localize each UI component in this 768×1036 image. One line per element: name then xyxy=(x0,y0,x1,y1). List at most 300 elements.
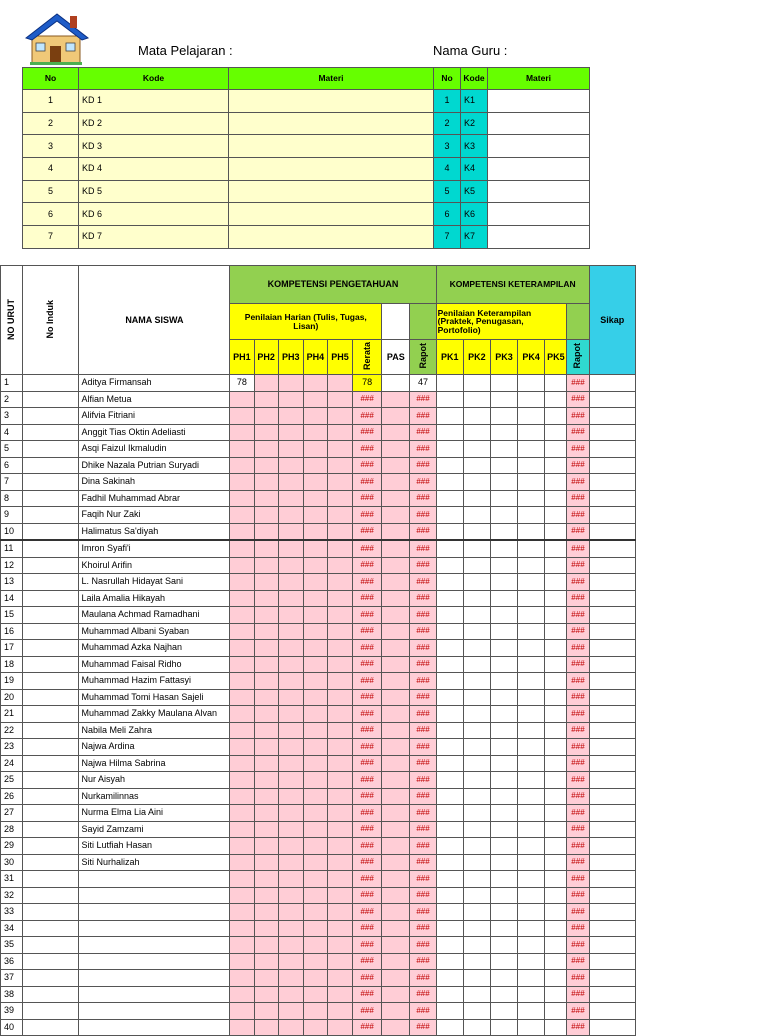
student-pk5[interactable] xyxy=(545,1019,567,1036)
student-ph4[interactable] xyxy=(303,871,327,888)
student-ph4[interactable] xyxy=(303,854,327,871)
student-pk2[interactable] xyxy=(463,1003,490,1020)
student-pas[interactable] xyxy=(382,424,410,441)
student-ph1[interactable] xyxy=(230,441,254,458)
student-pk4[interactable] xyxy=(518,871,545,888)
student-pk1[interactable] xyxy=(436,755,463,772)
student-ph2[interactable] xyxy=(254,623,278,640)
student-ph5[interactable] xyxy=(327,871,352,888)
student-pas[interactable] xyxy=(382,507,410,524)
student-pk2[interactable] xyxy=(463,640,490,657)
student-ph3[interactable] xyxy=(278,474,303,491)
student-ph4[interactable] xyxy=(303,656,327,673)
student-pk3[interactable] xyxy=(490,904,517,921)
student-pk4[interactable] xyxy=(518,887,545,904)
student-pk3[interactable] xyxy=(490,557,517,574)
student-name[interactable]: Nabila Meli Zahra xyxy=(79,722,230,739)
student-pk4[interactable] xyxy=(518,375,545,392)
student-pk2[interactable] xyxy=(463,540,490,557)
student-name[interactable]: Najwa Hilma Sabrina xyxy=(79,755,230,772)
student-pk5[interactable] xyxy=(545,854,567,871)
student-ph3[interactable] xyxy=(278,937,303,954)
student-pk4[interactable] xyxy=(518,970,545,987)
student-pk1[interactable] xyxy=(436,490,463,507)
student-ph1[interactable] xyxy=(230,986,254,1003)
student-sikap[interactable] xyxy=(589,673,635,690)
student-pk3[interactable] xyxy=(490,706,517,723)
student-no-induk[interactable] xyxy=(23,457,79,474)
student-pk3[interactable] xyxy=(490,574,517,591)
student-pk5[interactable] xyxy=(545,457,567,474)
student-pk2[interactable] xyxy=(463,523,490,540)
student-sikap[interactable] xyxy=(589,854,635,871)
student-pk2[interactable] xyxy=(463,920,490,937)
k-materi[interactable] xyxy=(488,90,590,113)
student-no-induk[interactable] xyxy=(23,706,79,723)
student-pk1[interactable] xyxy=(436,408,463,425)
student-pas[interactable] xyxy=(382,607,410,624)
student-ph5[interactable] xyxy=(327,590,352,607)
student-pk5[interactable] xyxy=(545,953,567,970)
student-pk5[interactable] xyxy=(545,590,567,607)
student-ph4[interactable] xyxy=(303,788,327,805)
student-pk5[interactable] xyxy=(545,523,567,540)
student-pk4[interactable] xyxy=(518,689,545,706)
student-ph4[interactable] xyxy=(303,623,327,640)
student-ph4[interactable] xyxy=(303,474,327,491)
student-pk3[interactable] xyxy=(490,739,517,756)
student-pk1[interactable] xyxy=(436,1003,463,1020)
student-pk5[interactable] xyxy=(545,640,567,657)
student-pk5[interactable] xyxy=(545,375,567,392)
student-pk4[interactable] xyxy=(518,722,545,739)
student-ph2[interactable] xyxy=(254,391,278,408)
student-name[interactable]: Faqih Nur Zaki xyxy=(79,507,230,524)
student-pk3[interactable] xyxy=(490,523,517,540)
student-ph5[interactable] xyxy=(327,739,352,756)
student-pk1[interactable] xyxy=(436,507,463,524)
student-pk3[interactable] xyxy=(490,887,517,904)
student-pk4[interactable] xyxy=(518,838,545,855)
student-sikap[interactable] xyxy=(589,706,635,723)
student-name[interactable] xyxy=(79,986,230,1003)
student-ph1[interactable] xyxy=(230,788,254,805)
student-no-induk[interactable] xyxy=(23,673,79,690)
student-pk2[interactable] xyxy=(463,871,490,888)
student-pk1[interactable] xyxy=(436,838,463,855)
student-ph1[interactable] xyxy=(230,821,254,838)
student-pk1[interactable] xyxy=(436,574,463,591)
student-sikap[interactable] xyxy=(589,788,635,805)
student-ph2[interactable] xyxy=(254,854,278,871)
student-ph5[interactable] xyxy=(327,408,352,425)
student-ph3[interactable] xyxy=(278,920,303,937)
k-materi[interactable] xyxy=(488,226,590,249)
student-pk5[interactable] xyxy=(545,656,567,673)
student-sikap[interactable] xyxy=(589,838,635,855)
student-pk5[interactable] xyxy=(545,607,567,624)
student-pk1[interactable] xyxy=(436,523,463,540)
student-pk3[interactable] xyxy=(490,986,517,1003)
student-pk1[interactable] xyxy=(436,391,463,408)
student-ph5[interactable] xyxy=(327,920,352,937)
student-ph1[interactable] xyxy=(230,457,254,474)
student-no-induk[interactable] xyxy=(23,805,79,822)
student-pk5[interactable] xyxy=(545,904,567,921)
student-no-induk[interactable] xyxy=(23,871,79,888)
student-pk1[interactable] xyxy=(436,590,463,607)
student-ph2[interactable] xyxy=(254,755,278,772)
student-ph5[interactable] xyxy=(327,673,352,690)
student-sikap[interactable] xyxy=(589,391,635,408)
student-ph5[interactable] xyxy=(327,854,352,871)
student-no-induk[interactable] xyxy=(23,408,79,425)
student-ph4[interactable] xyxy=(303,673,327,690)
student-pk2[interactable] xyxy=(463,391,490,408)
student-pk2[interactable] xyxy=(463,706,490,723)
student-pk4[interactable] xyxy=(518,590,545,607)
student-pk3[interactable] xyxy=(490,490,517,507)
student-name[interactable]: Imron Syafi'i xyxy=(79,540,230,557)
student-ph4[interactable] xyxy=(303,722,327,739)
student-ph4[interactable] xyxy=(303,904,327,921)
student-pk5[interactable] xyxy=(545,937,567,954)
student-pk2[interactable] xyxy=(463,689,490,706)
student-ph2[interactable] xyxy=(254,673,278,690)
student-ph5[interactable] xyxy=(327,904,352,921)
student-pk2[interactable] xyxy=(463,838,490,855)
k-materi[interactable] xyxy=(488,135,590,158)
student-ph3[interactable] xyxy=(278,871,303,888)
student-sikap[interactable] xyxy=(589,986,635,1003)
student-no-induk[interactable] xyxy=(23,854,79,871)
student-ph3[interactable] xyxy=(278,640,303,657)
student-name[interactable]: Muhammad Faisal Ridho xyxy=(79,656,230,673)
student-ph5[interactable] xyxy=(327,474,352,491)
student-ph4[interactable] xyxy=(303,457,327,474)
student-ph2[interactable] xyxy=(254,375,278,392)
student-no-induk[interactable] xyxy=(23,937,79,954)
student-ph1[interactable] xyxy=(230,623,254,640)
student-pk1[interactable] xyxy=(436,1019,463,1036)
student-sikap[interactable] xyxy=(589,441,635,458)
student-pk2[interactable] xyxy=(463,656,490,673)
student-ph5[interactable] xyxy=(327,540,352,557)
student-pas[interactable] xyxy=(382,574,410,591)
student-pas[interactable] xyxy=(382,854,410,871)
student-ph2[interactable] xyxy=(254,920,278,937)
student-pas[interactable] xyxy=(382,623,410,640)
student-pk1[interactable] xyxy=(436,673,463,690)
student-sikap[interactable] xyxy=(589,920,635,937)
student-no-induk[interactable] xyxy=(23,656,79,673)
student-name[interactable] xyxy=(79,1003,230,1020)
student-ph2[interactable] xyxy=(254,490,278,507)
student-pk4[interactable] xyxy=(518,755,545,772)
student-ph5[interactable] xyxy=(327,490,352,507)
student-ph3[interactable] xyxy=(278,507,303,524)
student-pas[interactable] xyxy=(382,1003,410,1020)
student-pk4[interactable] xyxy=(518,920,545,937)
student-name[interactable]: Muhammad Albani Syaban xyxy=(79,623,230,640)
student-pk3[interactable] xyxy=(490,375,517,392)
student-pas[interactable] xyxy=(382,772,410,789)
student-ph5[interactable] xyxy=(327,772,352,789)
student-ph3[interactable] xyxy=(278,772,303,789)
student-ph3[interactable] xyxy=(278,424,303,441)
student-pk3[interactable] xyxy=(490,788,517,805)
student-pk4[interactable] xyxy=(518,772,545,789)
student-sikap[interactable] xyxy=(589,490,635,507)
student-ph5[interactable] xyxy=(327,523,352,540)
student-pk2[interactable] xyxy=(463,904,490,921)
student-pas[interactable] xyxy=(382,970,410,987)
student-sikap[interactable] xyxy=(589,805,635,822)
student-ph5[interactable] xyxy=(327,953,352,970)
student-name[interactable]: Nurkamilinnas xyxy=(79,788,230,805)
student-pk1[interactable] xyxy=(436,424,463,441)
student-sikap[interactable] xyxy=(589,871,635,888)
student-no-induk[interactable] xyxy=(23,920,79,937)
student-pk5[interactable] xyxy=(545,490,567,507)
student-ph5[interactable] xyxy=(327,557,352,574)
student-ph3[interactable] xyxy=(278,607,303,624)
student-ph2[interactable] xyxy=(254,722,278,739)
student-ph1[interactable] xyxy=(230,540,254,557)
student-ph5[interactable] xyxy=(327,755,352,772)
student-sikap[interactable] xyxy=(589,887,635,904)
student-no-induk[interactable] xyxy=(23,689,79,706)
student-no-induk[interactable] xyxy=(23,986,79,1003)
student-pk2[interactable] xyxy=(463,970,490,987)
student-ph5[interactable] xyxy=(327,706,352,723)
student-name[interactable]: Asqi Faizul Ikmaludin xyxy=(79,441,230,458)
student-pk5[interactable] xyxy=(545,574,567,591)
student-no-induk[interactable] xyxy=(23,904,79,921)
student-pk1[interactable] xyxy=(436,805,463,822)
student-ph4[interactable] xyxy=(303,424,327,441)
student-ph1[interactable] xyxy=(230,871,254,888)
student-pas[interactable] xyxy=(382,986,410,1003)
student-pk1[interactable] xyxy=(436,457,463,474)
student-ph3[interactable] xyxy=(278,887,303,904)
student-pk3[interactable] xyxy=(490,408,517,425)
student-pk3[interactable] xyxy=(490,1003,517,1020)
student-pk3[interactable] xyxy=(490,457,517,474)
student-ph4[interactable] xyxy=(303,574,327,591)
student-ph2[interactable] xyxy=(254,1019,278,1036)
student-ph1[interactable] xyxy=(230,1003,254,1020)
student-ph5[interactable] xyxy=(327,424,352,441)
student-pas[interactable] xyxy=(382,689,410,706)
student-pk4[interactable] xyxy=(518,607,545,624)
student-ph4[interactable] xyxy=(303,1019,327,1036)
student-ph2[interactable] xyxy=(254,1003,278,1020)
student-ph5[interactable] xyxy=(327,970,352,987)
student-pas[interactable] xyxy=(382,391,410,408)
student-pk1[interactable] xyxy=(436,640,463,657)
student-name[interactable]: Muhammad Hazim Fattasyi xyxy=(79,673,230,690)
student-pk4[interactable] xyxy=(518,706,545,723)
student-ph1[interactable] xyxy=(230,1019,254,1036)
student-pk4[interactable] xyxy=(518,788,545,805)
student-ph3[interactable] xyxy=(278,788,303,805)
student-ph1[interactable] xyxy=(230,970,254,987)
student-pk5[interactable] xyxy=(545,838,567,855)
student-no-induk[interactable] xyxy=(23,1019,79,1036)
student-sikap[interactable] xyxy=(589,523,635,540)
student-pk3[interactable] xyxy=(490,540,517,557)
student-name[interactable]: Siti Nurhalizah xyxy=(79,854,230,871)
student-no-induk[interactable] xyxy=(23,490,79,507)
student-pk5[interactable] xyxy=(545,821,567,838)
student-ph2[interactable] xyxy=(254,937,278,954)
student-ph1[interactable] xyxy=(230,424,254,441)
student-pk3[interactable] xyxy=(490,755,517,772)
student-pk5[interactable] xyxy=(545,623,567,640)
student-name[interactable]: Sayid Zamzami xyxy=(79,821,230,838)
student-ph1[interactable] xyxy=(230,607,254,624)
student-name[interactable]: Anggit Tias Oktin Adeliasti xyxy=(79,424,230,441)
student-ph3[interactable] xyxy=(278,540,303,557)
student-pas[interactable] xyxy=(382,755,410,772)
student-pk5[interactable] xyxy=(545,739,567,756)
student-pk3[interactable] xyxy=(490,507,517,524)
student-ph1[interactable] xyxy=(230,722,254,739)
student-sikap[interactable] xyxy=(589,772,635,789)
student-pas[interactable] xyxy=(382,953,410,970)
student-name[interactable]: Laila Amalia Hikayah xyxy=(79,590,230,607)
student-ph3[interactable] xyxy=(278,1019,303,1036)
student-ph1[interactable] xyxy=(230,474,254,491)
kd-materi[interactable] xyxy=(229,180,434,203)
student-pas[interactable] xyxy=(382,838,410,855)
student-no-induk[interactable] xyxy=(23,953,79,970)
student-pas[interactable] xyxy=(382,640,410,657)
student-pk1[interactable] xyxy=(436,871,463,888)
student-no-induk[interactable] xyxy=(23,887,79,904)
student-pk2[interactable] xyxy=(463,854,490,871)
student-name[interactable]: Khoirul Arifin xyxy=(79,557,230,574)
student-pas[interactable] xyxy=(382,788,410,805)
student-pk2[interactable] xyxy=(463,739,490,756)
student-pk4[interactable] xyxy=(518,408,545,425)
student-ph3[interactable] xyxy=(278,805,303,822)
student-pk5[interactable] xyxy=(545,970,567,987)
student-no-induk[interactable] xyxy=(23,788,79,805)
student-ph5[interactable] xyxy=(327,689,352,706)
student-no-induk[interactable] xyxy=(23,590,79,607)
student-pas[interactable] xyxy=(382,722,410,739)
student-no-induk[interactable] xyxy=(23,441,79,458)
student-pk3[interactable] xyxy=(490,937,517,954)
student-name[interactable] xyxy=(79,904,230,921)
student-ph3[interactable] xyxy=(278,953,303,970)
student-ph4[interactable] xyxy=(303,739,327,756)
kd-materi[interactable] xyxy=(229,135,434,158)
student-name[interactable]: Nurma Elma Lia Aini xyxy=(79,805,230,822)
student-pk4[interactable] xyxy=(518,953,545,970)
student-ph3[interactable] xyxy=(278,673,303,690)
student-pk1[interactable] xyxy=(436,821,463,838)
student-pk1[interactable] xyxy=(436,623,463,640)
student-ph4[interactable] xyxy=(303,557,327,574)
student-name[interactable]: Muhammad Azka Najhan xyxy=(79,640,230,657)
student-sikap[interactable] xyxy=(589,755,635,772)
student-ph3[interactable] xyxy=(278,441,303,458)
student-name[interactable] xyxy=(79,953,230,970)
student-pas[interactable] xyxy=(382,1019,410,1036)
student-ph4[interactable] xyxy=(303,920,327,937)
student-pk5[interactable] xyxy=(545,391,567,408)
student-sikap[interactable] xyxy=(589,970,635,987)
student-ph3[interactable] xyxy=(278,490,303,507)
student-no-induk[interactable] xyxy=(23,970,79,987)
student-sikap[interactable] xyxy=(589,904,635,921)
student-ph4[interactable] xyxy=(303,805,327,822)
student-pk5[interactable] xyxy=(545,871,567,888)
student-sikap[interactable] xyxy=(589,457,635,474)
student-ph2[interactable] xyxy=(254,887,278,904)
student-ph2[interactable] xyxy=(254,788,278,805)
student-ph2[interactable] xyxy=(254,408,278,425)
student-name[interactable]: Fadhil Muhammad Abrar xyxy=(79,490,230,507)
student-pk5[interactable] xyxy=(545,540,567,557)
student-pk5[interactable] xyxy=(545,673,567,690)
student-ph2[interactable] xyxy=(254,805,278,822)
student-ph5[interactable] xyxy=(327,937,352,954)
student-pk2[interactable] xyxy=(463,507,490,524)
student-name[interactable]: L. Nasrullah Hidayat Sani xyxy=(79,574,230,591)
student-pk2[interactable] xyxy=(463,490,490,507)
student-pk4[interactable] xyxy=(518,1019,545,1036)
student-pas[interactable] xyxy=(382,523,410,540)
student-ph2[interactable] xyxy=(254,523,278,540)
student-ph5[interactable] xyxy=(327,1019,352,1036)
kd-materi[interactable] xyxy=(229,90,434,113)
student-pk4[interactable] xyxy=(518,656,545,673)
student-sikap[interactable] xyxy=(589,375,635,392)
student-pk4[interactable] xyxy=(518,574,545,591)
student-ph2[interactable] xyxy=(254,607,278,624)
student-name[interactable]: Dina Sakinah xyxy=(79,474,230,491)
student-pk2[interactable] xyxy=(463,772,490,789)
student-ph2[interactable] xyxy=(254,821,278,838)
student-pk5[interactable] xyxy=(545,805,567,822)
student-pk3[interactable] xyxy=(490,607,517,624)
student-pas[interactable] xyxy=(382,920,410,937)
student-ph1[interactable] xyxy=(230,391,254,408)
student-pk2[interactable] xyxy=(463,408,490,425)
student-name[interactable]: Nur Aisyah xyxy=(79,772,230,789)
student-pk1[interactable] xyxy=(436,474,463,491)
student-ph2[interactable] xyxy=(254,871,278,888)
student-no-induk[interactable] xyxy=(23,424,79,441)
student-ph3[interactable] xyxy=(278,590,303,607)
student-pk1[interactable] xyxy=(436,887,463,904)
student-no-induk[interactable] xyxy=(23,821,79,838)
student-ph3[interactable] xyxy=(278,623,303,640)
student-pk3[interactable] xyxy=(490,1019,517,1036)
student-no-induk[interactable] xyxy=(23,755,79,772)
student-no-induk[interactable] xyxy=(23,391,79,408)
student-ph3[interactable] xyxy=(278,408,303,425)
student-sikap[interactable] xyxy=(589,623,635,640)
student-pk1[interactable] xyxy=(436,441,463,458)
student-ph2[interactable] xyxy=(254,689,278,706)
student-pk4[interactable] xyxy=(518,904,545,921)
student-ph4[interactable] xyxy=(303,706,327,723)
